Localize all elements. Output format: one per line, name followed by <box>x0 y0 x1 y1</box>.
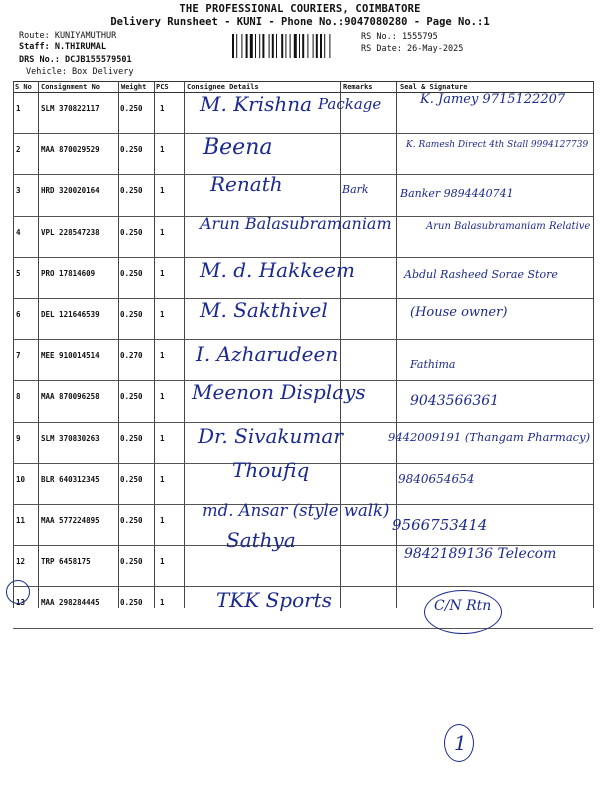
seal-signature-handwriting: K. Jamey 9715122207 <box>420 92 566 107</box>
consignee-handwriting: I. Azharudeen <box>196 342 339 366</box>
consignee-handwriting: Thoufiq <box>232 458 310 482</box>
row-consignment-no: MEE 910014514 <box>41 351 100 361</box>
seal-signature-handwriting: (House owner) <box>410 305 508 320</box>
runsheet-subtitle: Delivery Runsheet - KUNI - Phone No.:9047080280 - Page No.:1 <box>110 16 490 28</box>
row-sno: 2 <box>16 145 21 155</box>
seal-signature-handwriting: 9043566361 <box>410 393 500 409</box>
rs-date-label: RS Date: 26-May-2025 <box>361 44 464 54</box>
seal-signature-handwriting: Fathima <box>410 358 456 371</box>
col-weight: Weight <box>121 83 147 91</box>
row-consignment-no: MAA 298284445 <box>41 598 100 608</box>
row-sno: 12 <box>16 557 26 567</box>
row-consignment-no: MAA 870096258 <box>41 392 100 402</box>
row-consignment-no: BLR 640312345 <box>41 474 100 484</box>
row-sno: 1 <box>16 104 21 113</box>
consignee-handwriting: Beena <box>203 135 273 160</box>
col-sno: S No <box>15 83 32 91</box>
page-number-circle <box>444 724 474 762</box>
seal-signature-handwriting: 9840654654 <box>398 472 475 486</box>
vehicle-label: Vehicle: Box Delivery <box>26 67 134 77</box>
row-pcs: 1 <box>160 474 165 484</box>
row-pcs: 1 <box>160 516 165 525</box>
row-sno: 11 <box>16 516 26 525</box>
row-weight: 0.250 <box>120 598 143 608</box>
row-consignment-no: MAA 577224895 <box>41 516 100 525</box>
row-consignment-no: SLM 370822117 <box>41 104 100 113</box>
drs-label: DRS No.: DCJB155579501 <box>19 55 132 65</box>
row-pcs: 1 <box>160 227 165 237</box>
consignee-handwriting: M. d. Hakkeem <box>200 258 355 282</box>
row-weight: 0.250 <box>120 433 143 443</box>
row-pcs: 1 <box>160 351 165 361</box>
consignee-handwriting: Sathya <box>226 528 296 552</box>
consignee-handwriting: M. Sakthivel <box>200 298 328 322</box>
row-pcs: 1 <box>160 598 165 608</box>
row-consignment-no: MAA 870029529 <box>41 145 100 155</box>
row-sno: 7 <box>16 351 21 361</box>
consignee-handwriting: TKK Sports <box>216 588 332 612</box>
row-pcs: 1 <box>160 145 165 155</box>
row-weight: 0.250 <box>120 310 143 319</box>
row-weight: 0.250 <box>120 227 143 237</box>
consignee-handwriting: Meenon Displays <box>192 380 366 404</box>
staff-label: Staff: N.THIRUMAL <box>19 42 106 52</box>
page-number-mark: 1 <box>454 731 467 755</box>
row-weight: 0.250 <box>120 186 143 196</box>
row-weight: 0.250 <box>120 268 143 278</box>
consignee-handwriting: M. Krishna <box>200 92 313 116</box>
row-pcs: 1 <box>160 186 165 196</box>
row-pcs: 1 <box>160 557 165 567</box>
row-consignment-no: DEL 121646539 <box>41 310 100 319</box>
consignee-handwriting: md. Ansar (style walk) <box>202 501 390 520</box>
row-consignment-no: VPL 228547238 <box>41 227 100 237</box>
row-sno: 6 <box>16 310 21 319</box>
row-pcs: 1 <box>160 433 165 443</box>
row-consignment-no: TRP 6458175 <box>41 557 91 567</box>
seal-signature-handwriting: Abdul Rasheed Sorae Store <box>404 268 558 281</box>
barcode <box>232 34 352 58</box>
col-pcs: PCS <box>156 83 169 91</box>
col-consignee: Consignee Details <box>187 83 259 91</box>
seal-signature-handwriting: C/N Rtn <box>434 598 492 614</box>
seal-signature-handwriting: 9566753414 <box>392 516 488 534</box>
row-weight: 0.250 <box>120 104 143 113</box>
row-weight: 0.250 <box>120 516 143 525</box>
seal-signature-handwriting: Banker 9894440741 <box>400 187 514 200</box>
row-sno: 8 <box>16 392 21 402</box>
remarks-handwriting: Package <box>318 95 382 113</box>
route-label: Route: KUNIYAMUTHUR <box>19 31 117 41</box>
seal-signature-handwriting: 9842189136 Telecom <box>404 546 557 562</box>
remarks-handwriting: Bark <box>342 183 369 196</box>
col-consignment: Consignment No <box>41 83 101 91</box>
row-sno: 10 <box>16 474 26 484</box>
row-pcs: 1 <box>160 310 165 319</box>
consignee-handwriting: Renath <box>210 172 283 196</box>
row-pcs: 1 <box>160 392 165 402</box>
row-13-circle-mark <box>6 580 30 604</box>
row-weight: 0.250 <box>120 392 143 402</box>
row-weight: 0.250 <box>120 474 143 484</box>
row-sno: 4 <box>16 227 21 237</box>
row-pcs: 1 <box>160 268 165 278</box>
seal-signature-handwriting: K. Ramesh Direct 4th Stall 9994127739 <box>406 140 589 150</box>
row-sno: 5 <box>16 268 21 278</box>
col-seal: Seal & Signature <box>400 83 468 91</box>
row-consignment-no: HRD 320020164 <box>41 186 100 196</box>
seal-signature-handwriting: 9442009191 (Thangam Pharmacy) <box>388 430 591 444</box>
row-pcs: 1 <box>160 104 165 113</box>
seal-signature-handwriting: Arun Balasubramaniam Relative <box>426 221 591 232</box>
row-weight: 0.270 <box>120 351 143 361</box>
rs-no-label: RS No.: 1555795 <box>361 32 438 42</box>
row-sno: 3 <box>16 186 21 196</box>
row-consignment-no: SLM 370830263 <box>41 433 100 443</box>
runsheet-title: THE PROFESSIONAL COURIERS, COIMBATORE <box>179 3 421 15</box>
row-sno: 9 <box>16 433 21 443</box>
row-consignment-no: PRO 17814609 <box>41 268 96 278</box>
consignee-handwriting: Arun Balasubramaniam <box>200 214 392 233</box>
row-weight: 0.250 <box>120 557 143 567</box>
consignee-handwriting: Dr. Sivakumar <box>198 424 343 448</box>
row-weight: 0.250 <box>120 145 143 155</box>
row-sno: 13 <box>16 598 26 608</box>
col-remarks: Remarks <box>343 83 373 91</box>
